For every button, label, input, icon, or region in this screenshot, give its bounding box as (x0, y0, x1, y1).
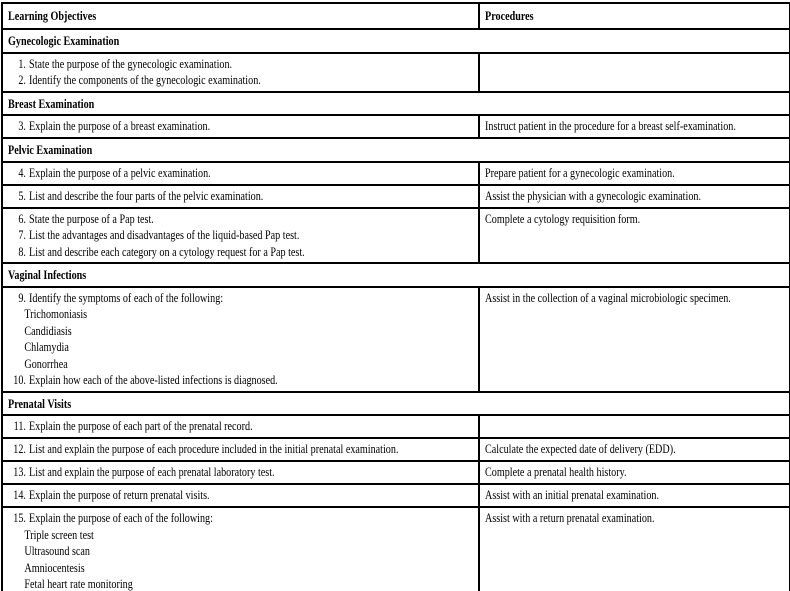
objective-text: List and explain the purpose of each procedure included in the initial prenatal examination. (29, 441, 399, 456)
data-row (2, 507, 790, 591)
data-row (2, 53, 790, 92)
objective-number: 11. (13, 418, 26, 433)
objective-number: 7. (18, 227, 26, 242)
procedure-text: Calculate the expected date of delivery (EDD). (485, 441, 676, 456)
objectives-cell (2, 438, 479, 461)
procedures-cell (479, 162, 790, 185)
procedures-cell (479, 484, 790, 507)
objective-text: State the purpose of the gynecologic examination. (29, 55, 233, 71)
objectives-cell (2, 162, 479, 185)
section-row-gynecologic-examination (2, 29, 790, 53)
objective-sub-item (8, 323, 478, 340)
data-row (2, 208, 790, 264)
data-row (2, 115, 790, 138)
procedures-cell (479, 415, 790, 438)
procedures-cell (479, 507, 790, 591)
procedure-text: Assist in the collection of a vaginal microbiologic specimen. (485, 289, 731, 305)
procedures-cell (479, 461, 790, 484)
objectives-cell (2, 484, 479, 507)
objective-item (8, 165, 478, 182)
objective-number: 14. (13, 487, 26, 502)
procedure-text: Prepare patient for a gynecologic examination. (485, 164, 675, 180)
sub-item-text: Gonorrhea (24, 355, 68, 371)
objective-text: List and explain the purpose of each prenatal laboratory test. (29, 464, 275, 479)
sub-item-text: Trichomoniasis (24, 306, 88, 321)
objectives-cell (2, 507, 479, 591)
objective-item (8, 244, 478, 261)
column-header-procedures: Procedures (485, 8, 534, 23)
data-row (2, 484, 790, 507)
procedures-cell (479, 115, 790, 138)
objectives-cell (2, 208, 479, 264)
objectives-cell (2, 53, 479, 92)
objective-sub-item (8, 339, 478, 356)
section-header-cell (2, 263, 790, 287)
column-header-learning-objectives: Learning Objectives (8, 8, 97, 23)
objective-sub-item (8, 576, 478, 591)
section-header-cell (2, 392, 790, 416)
objective-number: 10. (13, 372, 26, 387)
objective-item (8, 290, 478, 307)
objective-text: Identify the components of the gynecologic examination. (29, 72, 261, 87)
objective-item (8, 487, 478, 504)
objective-number: 9. (18, 289, 26, 305)
sub-item-text: Ultrasound scan (24, 543, 90, 558)
section-header-cell (2, 138, 790, 162)
objective-number: 1. (18, 55, 26, 71)
objective-number: 4. (18, 164, 26, 180)
objective-item (8, 227, 478, 244)
objective-text: Explain the purpose of each of the following: (29, 510, 213, 525)
objectives-cell (2, 415, 479, 438)
objective-item (8, 372, 478, 389)
objective-text: State the purpose of a Pap test. (29, 210, 154, 226)
section-header-cell (2, 92, 790, 116)
objective-sub-item (8, 560, 478, 577)
objective-item (8, 441, 478, 458)
objective-number: 5. (18, 187, 26, 203)
objectives-header-cell (2, 3, 479, 29)
procedures-cell (479, 53, 790, 92)
section-title: Vaginal Infections (8, 267, 87, 282)
procedure-text: Instruct patient in the procedure for a breast self-examination. (485, 118, 736, 133)
sub-item-text: Triple screen test (24, 526, 94, 542)
objective-sub-item (8, 543, 478, 560)
section-header-cell (2, 29, 790, 53)
objective-item (8, 464, 478, 481)
objective-sub-item (8, 356, 478, 373)
objective-number: 3. (18, 118, 26, 133)
learning-objectives-table (1, 2, 790, 591)
objective-sub-item (8, 306, 478, 323)
objective-text: Explain the purpose of each part of the prenatal record. (29, 418, 253, 433)
section-title: Prenatal Visits (8, 395, 72, 411)
procedure-text: Complete a prenatal health history. (485, 464, 627, 479)
objective-number: 15. (13, 510, 26, 525)
section-row-breast-examination (2, 92, 790, 116)
objective-number: 6. (18, 210, 26, 226)
objective-item (8, 510, 478, 527)
objectives-cell (2, 185, 479, 208)
sub-item-text: Chlamydia (24, 339, 69, 354)
data-row (2, 287, 790, 392)
section-row-prenatal-visits (2, 392, 790, 416)
objective-number: 12. (13, 441, 26, 456)
procedures-cell (479, 185, 790, 208)
procedures-cell (479, 438, 790, 461)
procedure-text: Assist with a return prenatal examination. (485, 510, 655, 525)
objective-text: Identify the symptoms of each of the following: (29, 289, 224, 305)
procedure-text: Assist the physician with a gynecologic examination. (485, 187, 701, 203)
objective-text: Explain the purpose of return prenatal visits. (29, 487, 210, 502)
objective-text: Explain how each of the above-listed infections is diagnosed. (29, 372, 278, 387)
data-row (2, 438, 790, 461)
objective-item (8, 56, 478, 73)
sub-item-text: Candidiasis (24, 322, 72, 338)
section-title: Gynecologic Examination (8, 33, 120, 48)
section-row-pelvic-examination (2, 138, 790, 162)
procedures-cell (479, 208, 790, 264)
procedures-cell (479, 287, 790, 392)
data-row (2, 162, 790, 185)
objective-number: 2. (18, 72, 26, 87)
objective-number: 8. (18, 243, 26, 259)
objective-text: List the advantages and disadvantages of the liquid-based Pap test. (29, 227, 300, 242)
objective-sub-item (8, 527, 478, 544)
data-row (2, 461, 790, 484)
section-title: Breast Examination (8, 95, 95, 111)
procedure-text: Assist with an initial prenatal examination. (485, 487, 660, 502)
table-header-row (2, 3, 790, 29)
data-row (2, 415, 790, 438)
objective-item (8, 211, 478, 228)
procedure-text: Complete a cytology requisition form. (485, 210, 641, 226)
objective-text: Explain the purpose of a breast examination. (29, 118, 211, 133)
objective-item (8, 72, 478, 89)
section-row-vaginal-infections (2, 263, 790, 287)
data-row (2, 185, 790, 208)
objective-item (8, 118, 478, 135)
section-title: Pelvic Examination (8, 142, 93, 157)
objective-item (8, 418, 478, 435)
objectives-cell (2, 115, 479, 138)
sub-item-text: Amniocentesis (24, 559, 85, 575)
objective-text: Explain the purpose of a pelvic examination. (29, 164, 211, 180)
procedures-header-cell (479, 3, 790, 29)
objective-text: List and describe the four parts of the pelvic examination. (29, 187, 264, 203)
objectives-cell (2, 461, 479, 484)
objective-number: 13. (13, 464, 26, 479)
sub-item-text: Fetal heart rate monitoring (24, 576, 133, 591)
objective-item (8, 188, 478, 205)
objectives-cell (2, 287, 479, 392)
objective-text: List and describe each category on a cytology request for a Pap test. (29, 243, 305, 259)
